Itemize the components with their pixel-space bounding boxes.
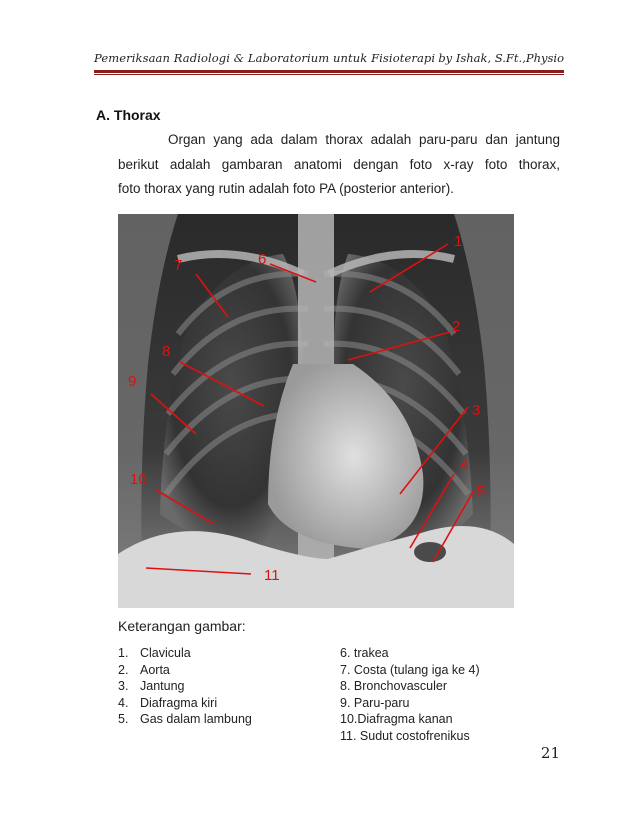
legend-item: 8. Bronchovasculer	[340, 679, 448, 693]
figure-label-8: 8	[162, 343, 171, 360]
figure-label-5: 5	[477, 483, 486, 500]
paragraph-line-2: berikut adalah gambaran anatomi dengan foto x-ray foto thorax,	[118, 156, 560, 172]
legend-caption: Keterangan gambar:	[118, 618, 246, 634]
legend-item: 5. Gas dalam lambung	[118, 712, 252, 726]
page-number: 21	[540, 744, 560, 762]
chest-xray-figure	[118, 214, 514, 608]
page-header	[94, 47, 564, 73]
figure-label-10: 10	[130, 471, 147, 488]
legend-list-left	[118, 645, 252, 728]
section-title: A. Thorax	[96, 107, 161, 123]
legend-item: 6. trakea	[340, 646, 389, 660]
paragraph-line-3: foto thorax yang rutin adalah foto PA (posterior anterior).	[118, 181, 454, 196]
header-rule	[94, 70, 564, 73]
figure-label-11: 11	[264, 567, 280, 584]
figure-label-2: 2	[452, 318, 461, 335]
header-book-title: Pemeriksaan Radiologi & Laboratorium untuk Fisioterapi	[94, 51, 436, 65]
figure-label-6: 6	[258, 251, 267, 268]
figure-label-4: 4	[460, 457, 469, 474]
legend-item: 3. Jantung	[118, 679, 185, 693]
figure-label-3: 3	[472, 402, 481, 419]
header-author: by Ishak, S.Ft.,Physio	[438, 51, 564, 65]
intro-paragraph	[118, 128, 560, 202]
legend-item: 7. Costa (tulang iga ke 4)	[340, 662, 480, 677]
legend-item: 11. Sudut costofrenikus	[340, 728, 470, 743]
figure-label-9: 9	[128, 373, 137, 390]
legend-item: 1. Clavicula	[118, 646, 191, 660]
legend-item: 10.Diafragma kanan	[340, 712, 453, 726]
legend-list-right	[340, 645, 480, 744]
figure-label-1: 1	[454, 233, 463, 250]
legend-item: 9. Paru-paru	[340, 695, 410, 710]
gastric-bubble	[414, 542, 446, 562]
header-rule-thin	[94, 74, 564, 75]
figure-label-7: 7	[174, 257, 183, 274]
legend-item: 2. Aorta	[118, 662, 170, 677]
paragraph-line-1: Organ yang ada dalam thorax adalah paru-paru dan jantung	[168, 132, 560, 147]
legend-item: 4. Diafragma kiri	[118, 695, 218, 710]
